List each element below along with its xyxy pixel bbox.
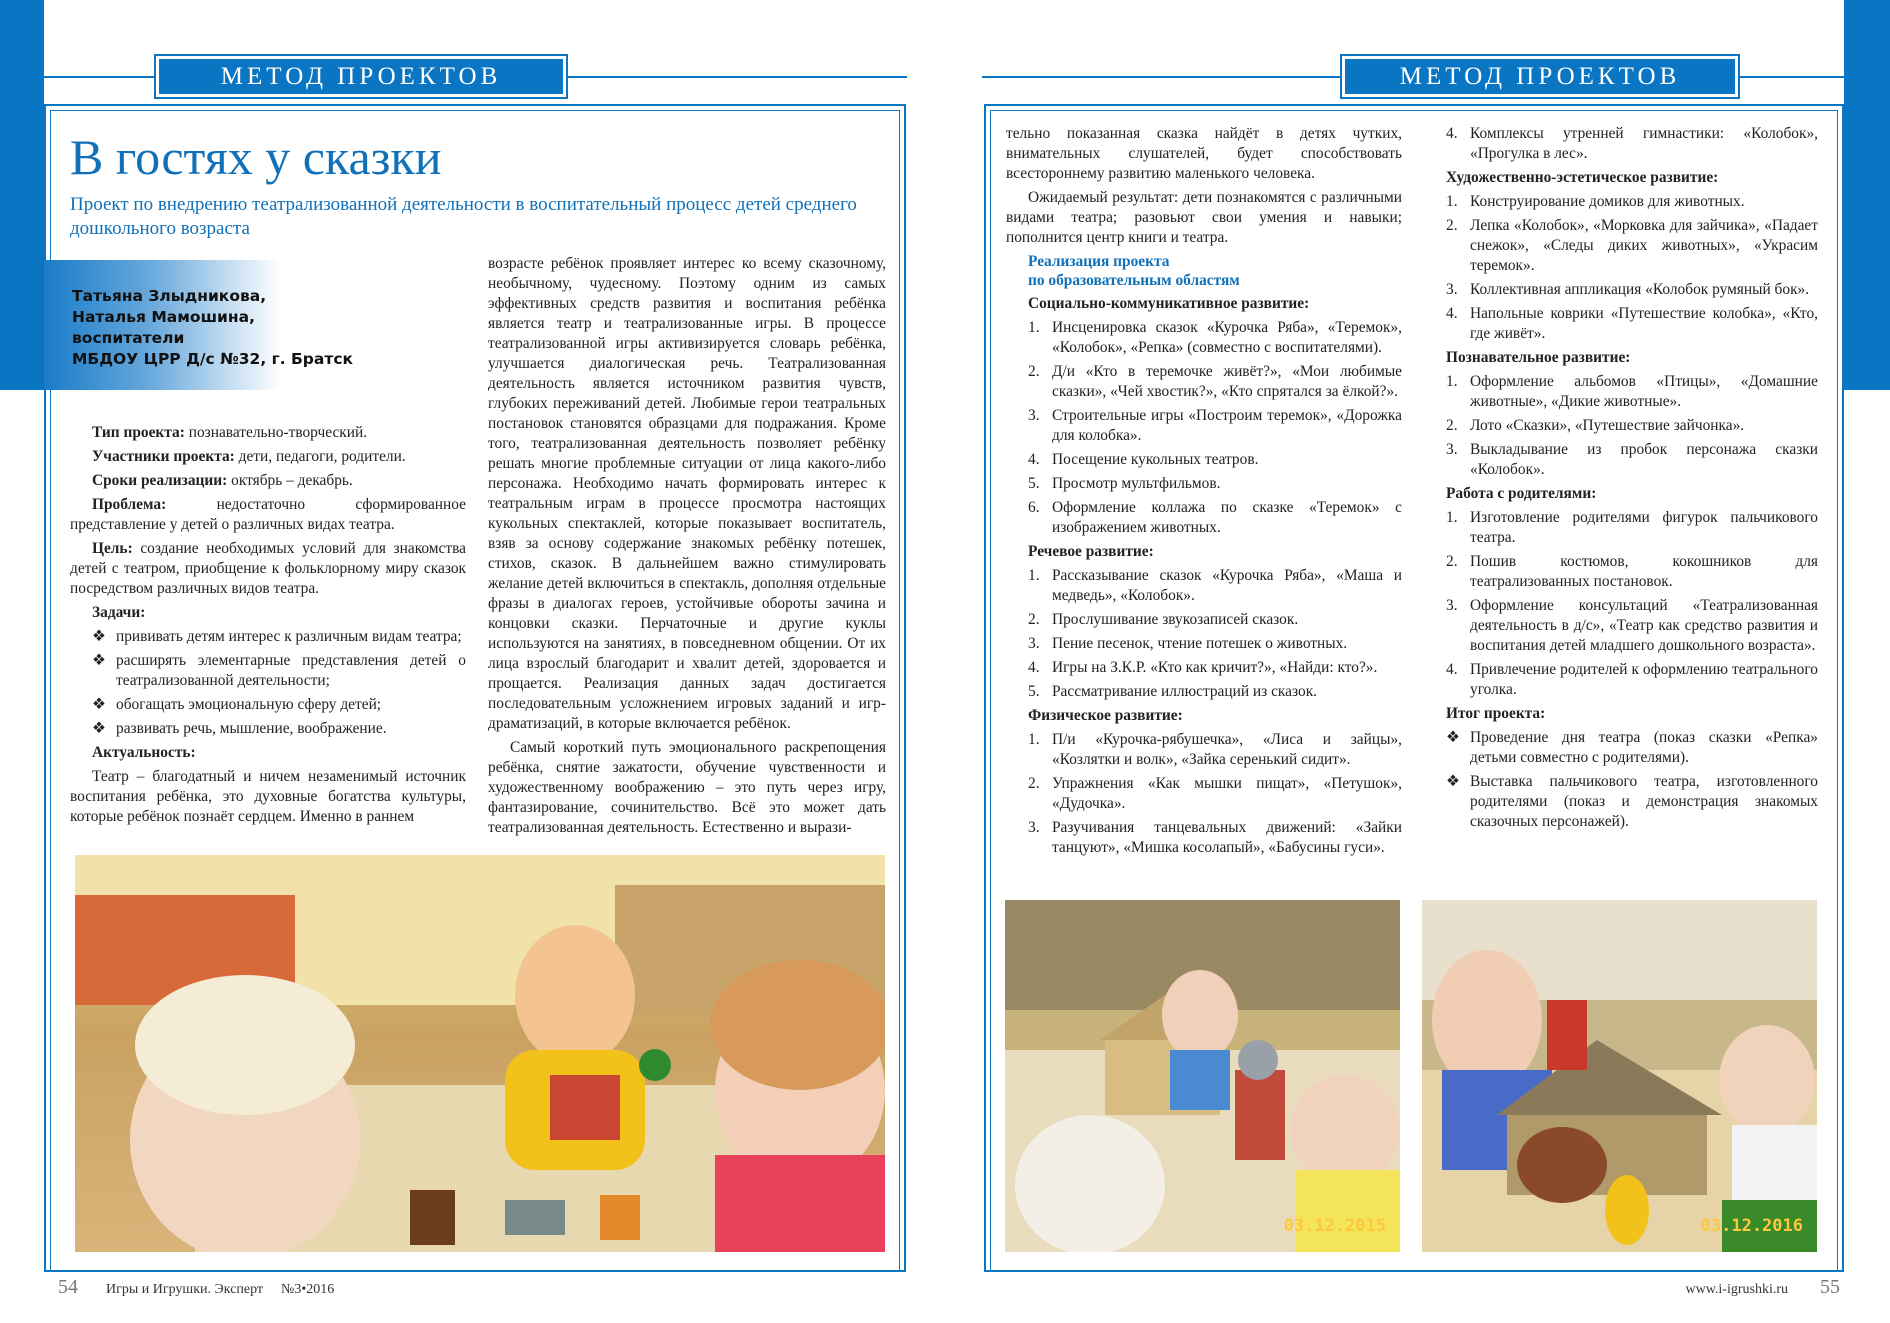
magazine-name: Игры и Игрушки. Эксперт (106, 1282, 264, 1297)
art-list (1446, 192, 1818, 344)
diamond-bullet-icon: ❖ (92, 720, 106, 737)
author-line: МБДОУ ЦРР Д/с №32, г. Братск (72, 350, 354, 368)
list-item: 5. Рассматривание иллюстраций из сказок. (1028, 683, 1318, 700)
list-item: ❖ Проведение дня театра (показ сказки «Репка» детьми совместно с родителями). (1446, 729, 1818, 766)
photo-date-stamp: 03.12.2015 (1283, 1216, 1386, 1236)
list-item: 4. Напольные коврики «Путешествие колобка», «Кто, где живёт». (1446, 305, 1818, 342)
physical-list-continued (1446, 124, 1818, 164)
page-number-left: 54 (58, 1276, 78, 1298)
photo-puppet-theatre-1 (1005, 900, 1400, 1252)
parents-label: Работа с родителями: (1446, 485, 1597, 502)
article-title: В гостях у сказки (70, 129, 442, 185)
list-item: 3. Строительные игры «Построим теремок», «Дорожка для колобка». (1028, 407, 1402, 444)
list-item: 3. Выкладывание из пробок персонажа сказки «Колобок». (1446, 441, 1818, 478)
right-column-1 (1006, 124, 1402, 862)
list-item: ❖ развивать речь, мышление, воображение. (92, 720, 387, 737)
list-item: 2. Прослушивание звукозаписей сказок. (1028, 611, 1299, 628)
list-item: 3. Пение песенок, чтение потешек о животных. (1028, 635, 1348, 652)
list-item: 1. П/и «Курочка-рябушечка», «Лиса и зайцы», «Козлятки и волк», «Зайка серенький сидит». (1028, 731, 1402, 768)
section-heading: Реализация проекта (1028, 253, 1170, 270)
footer-left (58, 1276, 334, 1299)
section-heading: по образовательным областям (1028, 272, 1240, 289)
diamond-bullet-icon: ❖ (92, 696, 106, 713)
field-label: Цель: (92, 540, 133, 557)
list-item: ❖ прививать детям интерес к различным видам театра; (92, 628, 462, 645)
tasks-label: Задачи: (92, 604, 146, 621)
diamond-bullet-icon: ❖ (92, 628, 106, 645)
photo-puppet-theatre-2 (1422, 900, 1817, 1252)
right-accent-bar (1844, 0, 1890, 390)
field-label: Участники проекта: (92, 448, 235, 465)
list-item: 4. Посещение кукольных театров. (1028, 451, 1259, 468)
field-value: создание необходимых условий для знакомства детей с театром, приобщение к фольклорному миру сказок посредством различных видов театра. (70, 540, 466, 597)
relevance-label: Актуальность: (92, 744, 196, 761)
section-label: МЕТОД ПРОЕКТОВ (1345, 59, 1735, 94)
photo-date-stamp: 03.12.2016 (1700, 1216, 1803, 1236)
middle-column (488, 254, 886, 842)
speech-list (1006, 566, 1402, 702)
field-label: Тип проекта: (92, 424, 185, 441)
photo-children-toys (75, 855, 885, 1252)
list-item: 6. Оформление коллажа по сказке «Теремок» с изображением животных. (1028, 499, 1402, 536)
social-list (1006, 318, 1402, 538)
list-item: ❖ обогащать эмоциональную сферу детей; (92, 696, 382, 713)
field-value: октябрь – декабрь. (227, 472, 353, 489)
cognitive-label: Познавательное развитие: (1446, 349, 1631, 366)
result-label: Итог проекта: (1446, 705, 1546, 722)
list-item: 2. Д/и «Кто в теремочке живёт?», «Мои любимые сказки», «Чей хвостик?», «Кто спрятался за ёлкой?». (1028, 363, 1402, 400)
issue-number: №3•2016 (281, 1282, 335, 1297)
left-column (70, 423, 466, 831)
author-line: Наталья Мамошина, (72, 308, 255, 326)
list-item: 2. Лото «Сказки», «Путешествие зайчонка». (1446, 417, 1745, 434)
frame-line (982, 76, 1342, 78)
cognitive-list (1446, 372, 1818, 480)
list-item: 2. Лепка «Колобок», «Морковка для зайчика», «Падает снежок», «Следы диких животных», «Украсим теремок». (1446, 217, 1818, 274)
body-paragraph: Ожидаемый результат: дети познакомятся с различными видами театра; разовьют свои умения и навыки; пополнится центр книги и театра. (1006, 189, 1402, 246)
page-number-right: 55 (1820, 1276, 1840, 1298)
author-block (72, 286, 353, 370)
social-label: Социально-коммуникативное развитие: (1028, 295, 1310, 312)
list-item: ❖ расширять элементарные представления детей о театрализованной деятельности; (92, 652, 466, 689)
relevance-text: Театр – благодатный и ничем незаменимый источник воспитания ребёнка, это духовные богатства культуры, которые ребёнок познаёт сердцем. Именно в раннем (70, 768, 466, 825)
field-label: Сроки реализации: (92, 472, 228, 489)
footer-right (1685, 1276, 1840, 1299)
article-subtitle: Проект по внедрению театрализованной деятельности в воспитательный процесс детей среднего дошкольного возраста (70, 194, 857, 239)
list-item: 1. Изготовление родителями фигурок пальчикового театра. (1446, 509, 1818, 546)
frame-line (565, 76, 907, 78)
section-tab-right (1340, 54, 1740, 99)
frame-line (44, 76, 156, 78)
list-item: 1. Оформление альбомов «Птицы», «Домашние животные», «Дикие животные». (1446, 373, 1818, 410)
field-value: познавательно-творческий. (184, 424, 368, 441)
field-label: Проблема: (92, 496, 167, 513)
diamond-bullet-icon: ❖ (92, 652, 106, 669)
parents-list (1446, 508, 1818, 700)
list-item: 3. Разучивания танцевальных движений: «Зайки танцуют», «Мишка косолапый», «Бабусины гуси». (1028, 819, 1402, 856)
body-paragraph: тельно показанная сказка найдёт в детях чутких, внимательных слушателей, будет способствовать всестороннему развитию маленького человека. (1006, 125, 1402, 182)
diamond-bullet-icon: ❖ (1446, 773, 1460, 790)
physical-list (1006, 730, 1402, 858)
tasks-list (70, 627, 466, 739)
left-accent-bar (0, 0, 44, 390)
list-item: 1. Инсценировка сказок «Курочка Ряба», «Теремок», «Колобок», «Репка» (совместно с воспитателями). (1028, 319, 1402, 356)
section-tab-left (154, 54, 568, 99)
list-item: 2. Упражнения «Как мышки пищат», «Петушок», «Дудочка». (1028, 775, 1402, 812)
field-value: недостаточно сформированное представление у детей о различных видах театра. (70, 496, 466, 533)
author-line: Татьяна Злыдникова, (72, 287, 267, 305)
art-label: Художественно-эстетическое развитие: (1446, 169, 1719, 186)
list-item: 1. Рассказывание сказок «Курочка Ряба», «Маша и медведь», «Колобок». (1028, 567, 1402, 604)
author-line: воспитатели (72, 329, 185, 347)
right-column-2 (1446, 124, 1818, 836)
list-item: 3. Оформление консультаций «Театрализованная деятельность в д/с», «Театр как средство развития и воспитания детей младшего дошкольного возраста». (1446, 597, 1818, 654)
body-paragraph: возрасте ребёнок проявляет интерес ко всему сказочному, необычному, чудесному. Поэтому одним из самых эффективных средств развития и воспитания ребёнка является театр и театрализованные игры. В процессе театрализованной игры активизируется словарь ребёнка, улучшается диалогическая речь. Театрализованная деятельность является источником развития чувств, глубоких переживаний детей. Любимые герои театральных постановок становятся образцами для подражания. Кроме того, театрализованная деятельность позволяет ребёнку решать многие проблемные ситуации от лица какого-либо персонажа. Необходимо начать формировать интерес к театральным играм в процессе просмотра настоящих кукольных спектаклей, которые показывает воспитатель, взяв за основу содержание знакомых ребёнку потешек, стихов, сказок. В дальнейшем важно стимулировать желание детей включиться в спектакль, дополняя отдельные фразы в диалогах героев, устойчивые обороты зачина и концовки сказки. Перчаточные и другие куклы используются на занятиях, в повседневном общении. От их лица взрослый благодарит и хвалит детей, здоровается и прощается. Реализация данных задач достигается последовательным усложнением игровых заданий и игр-драматизаций, в которые включается ребёнок. (488, 255, 886, 732)
list-item: 5. Просмотр мультфильмов. (1028, 475, 1221, 492)
list-item: ❖ Выставка пальчикового театра, изготовленного родителями (показ и демонстрация знакомых сказочных персонажей). (1446, 773, 1818, 830)
result-list (1446, 728, 1818, 832)
list-item: 4. Игры на З.К.Р. «Кто как кричит?», «Найди: кто?». (1028, 659, 1378, 676)
list-item: 3. Коллективная аппликация «Колобок румяный бок». (1446, 281, 1810, 298)
speech-label: Речевое развитие: (1028, 543, 1154, 560)
diamond-bullet-icon: ❖ (1446, 729, 1460, 746)
body-paragraph: Самый короткий путь эмоционального раскрепощения ребёнка, снятие зажатости, обучение чувственности и художественному воображению – это путь через игру, фантазирование, сочинительство. Всё это может дать театрализованная деятельность. Естественно и вырази- (488, 739, 886, 836)
list-item: 4. Привлечение родителей к оформлению театрального уголка. (1446, 661, 1818, 698)
list-item: 2. Пошив костюмов, кокошников для театрализованных постановок. (1446, 553, 1818, 590)
frame-line (1738, 76, 1844, 78)
field-value: дети, педагоги, родители. (234, 448, 406, 465)
section-label: МЕТОД ПРОЕКТОВ (159, 59, 563, 94)
physical-label: Физическое развитие: (1028, 707, 1183, 724)
list-item: 1. Конструирование домиков для животных. (1446, 193, 1745, 210)
website-link[interactable]: www.i-igrushki.ru (1685, 1282, 1788, 1297)
list-item: 4. Комплексы утренней гимнастики: «Колобок», «Прогулка в лес». (1446, 125, 1818, 162)
